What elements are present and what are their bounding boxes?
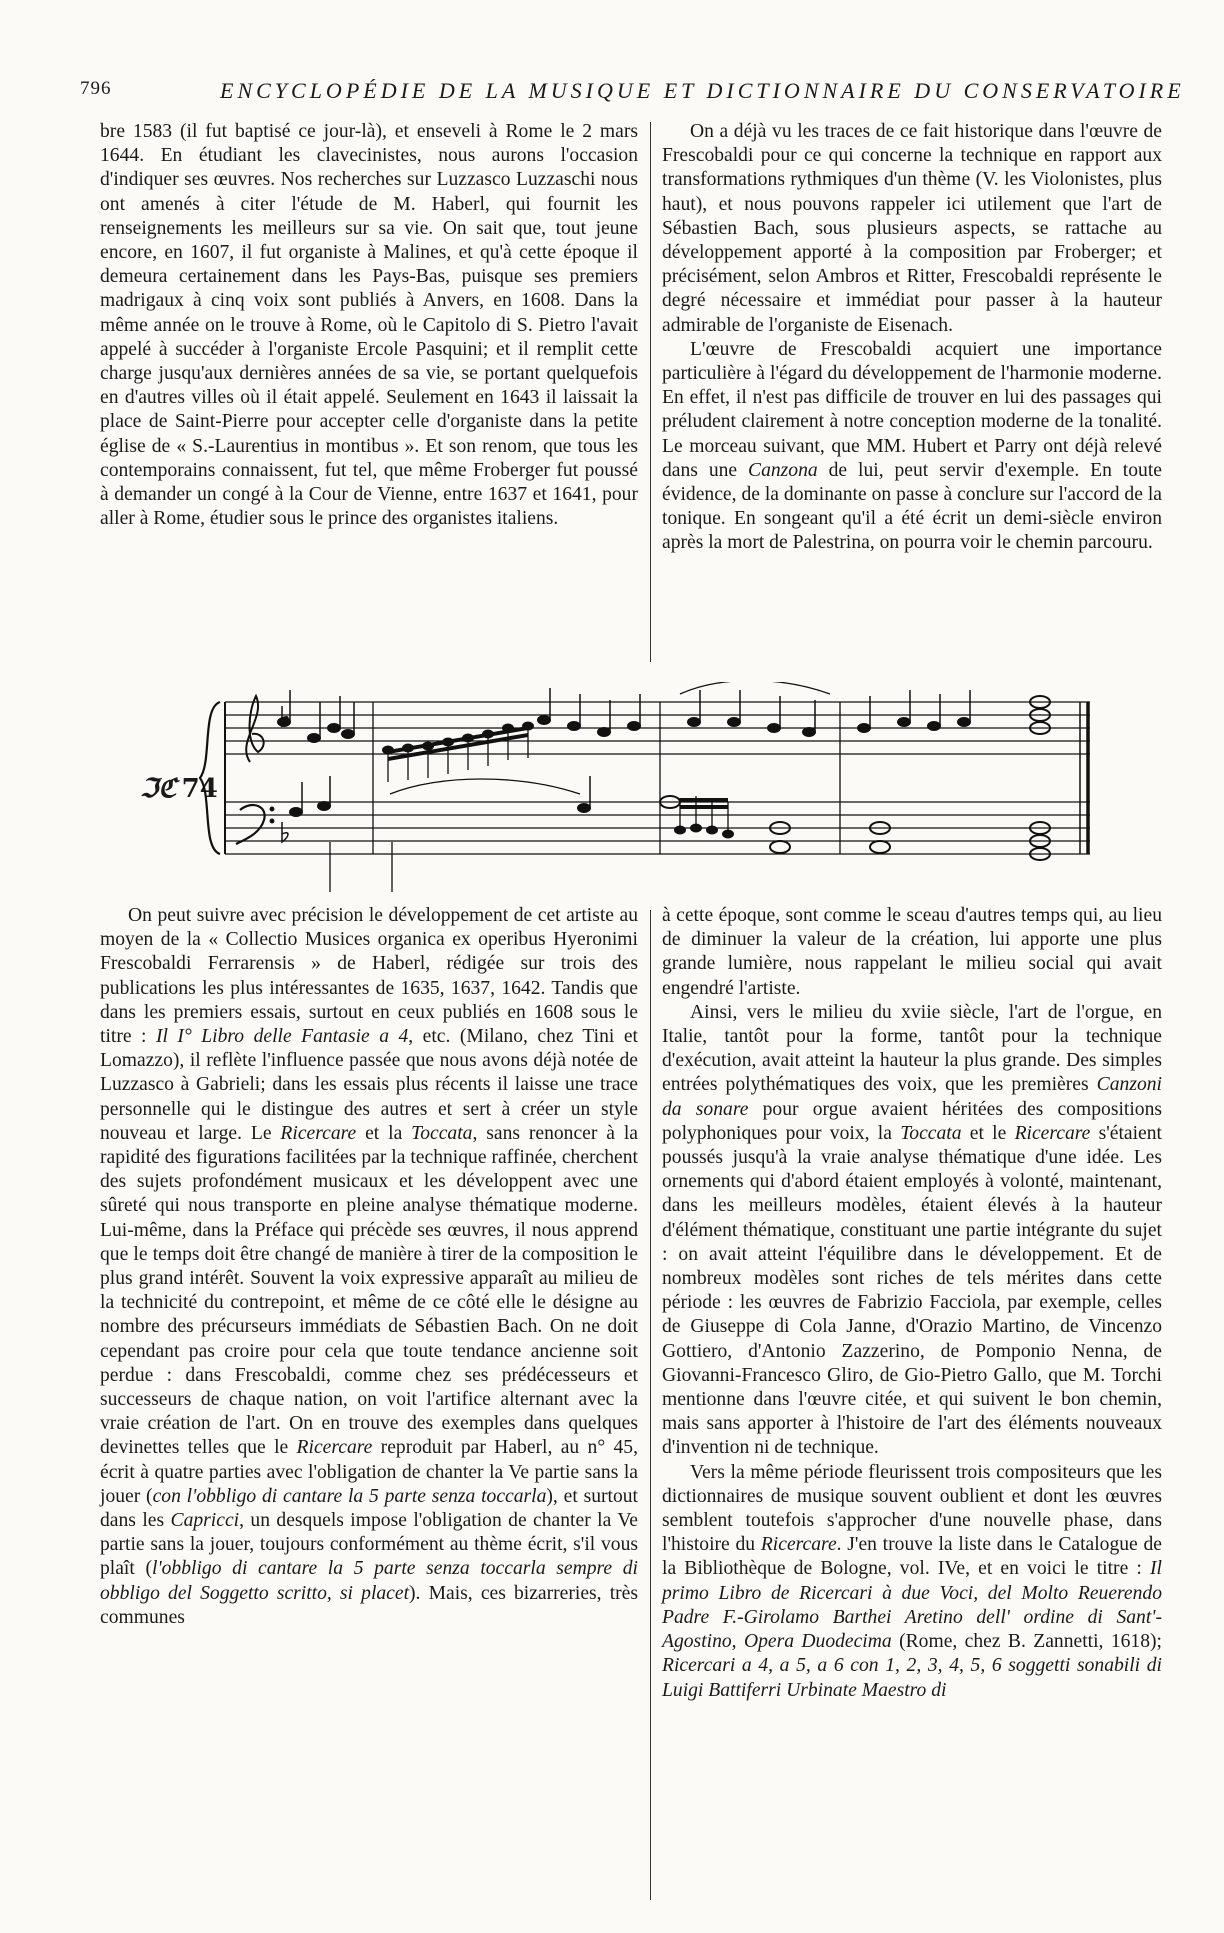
column-top-left bbox=[100, 120, 638, 531]
column-bottom-right bbox=[662, 904, 1162, 1703]
paragraph: Vers la même période fleurissent trois compositeurs que les dictionnaires de musique souvent oublient et dont les œuvres semblent toutefois s'approcher d'une nouvelle phase, dans l'histoire du Ricercare. J'en trouve la liste dans le Catalogue de la Bibliothèque de Bologne, vol. IVe, et en voici le titre : Il primo Libro de Ricercari à due Voci, del Molto Reuerendo Padre F.-Girolamo Barthei Aretino dell' ordine di Sant'-Agostino, Opera Duodecima (Rome, chez B. Zannetti, 1618); Ricercari a 4, a 5, a 6 con 1, 2, 3, 4, 5, 6 soggetti sonabili di Luigi Battiferri Urbinate Maestro di bbox=[662, 1461, 1162, 1701]
column-divider bbox=[650, 910, 651, 1900]
paragraph: Ainsi, vers le milieu du xviie siècle, l'art de l'orgue, en Italie, tantôt pour la forme, tantôt pour la technique d'exécution, avait atteint la hauteur la plus grande. Des simples entrées polythématiques des voix, que les premières Canzoni da sonare pour orgue avaient héritées des compositions polyphoniques pour voix, la Toccata et le Ricercare s'étaient poussés jusqu'à la vraie analyse thématique d'une idée. Les ornements qui d'abord étaient employés à volonté, maintenant, dans les meilleurs modèles, étaient élevés à la hauteur d'élément thématique, constituant une partie intégrante du sujet : on avait atteint l'équilibre dans le développement. Et de nombreux modèles sont riches de tels mérites dans cette période : les œuvres de Fabrizio Facciola, par exemple, celles de Giuseppe di Cola Janne, d'Orazio Martino, de Vincenzo Gottiero, d'Antonio Zazzerino, de Pomponio Nenna, de Giovanni-Francesco Gliro, de Gio-Pietro Gallo, que M. Torchi mentionne dans l'œuvre citée, et qui suivent le bon chemin, mais sans apporter à l'histoire de l'art des éléments nouveaux d'invention ni de technique. bbox=[662, 1001, 1162, 1459]
paragraph: L'œuvre de Frescobaldi acquiert une importance particulière à l'égard du développement de l'harmonie moderne. En effet, il n'est pas difficile de trouver en lui des passages qui préludent clairement à notre conception moderne de la tonalité. Le morceau suivant, que MM. Hubert et Parry ont déjà relevé dans une Canzona de lui, peut servir d'exemple. En toute évidence, de la dominante on passe à conclure sur l'accord de la tonique. En songeant qu'il a été écrit un demi-siècle environ après la mort de Palestrina, on pourra voir le chemin parcouru. bbox=[662, 338, 1162, 554]
column-top-right bbox=[662, 120, 1162, 556]
paragraph: On a déjà vu les traces de ce fait historique dans l'œuvre de Frescobaldi pour ce qui concerne la technique en rapport aux transformations rythmiques d'un thème (V. les Violonistes, plus haut), et nous pouvons rappeler ici utilement que l'art de Sébastien Bach, sous plusieurs aspects, se rattache au développement apporté à la composition par Froberger; et précisément, selon Ambros et Ritter, Frescobaldi représente le degré nécessaire et immédiat pour passer à la hauteur admirable de l'organiste de Eisenach. bbox=[662, 121, 1162, 336]
paragraph: On peut suivre avec précision le développement de cet artiste au moyen de la « Collectio Musices organica ex operibus Hyeronimi Frescobaldi Ferrarensis » de Haberl, rédigée sur trois des publications les plus intéressantes de 1635, 1637, 1642. Tandis que dans les premiers essais, surtout en ceux publiés en 1608 sous le titre : Il I° Libro delle Fantasie a 4, etc. (Milano, chez Tini et Lomazzo), il reflète l'influence passée que nous avons déjà notée de Luzzasco à Gabrieli; dans les essais plus récents il laisse une trace personnelle qui le distingue des autres et sert à créer un style nouveau et large. Le Ricercare et la Toccata, sans renoncer à la rapidité des figurations facilitées par la technique raffinée, cherchent des sujets profondément musicaux et les développent avec une sûreté qui nous transporte en pleine analyse thématique moderne. Lui-même, dans la Préface qui précède ses œuvres, il nous apprend que le temps doit être changé de manière à tirer de la composition le plus grand intérêt. Souvent la voix expressive apparaît au milieu de la technicité du contrepoint, et même de ce côté elle le désigne au nombre des précurseurs immédiats de Sébastien Bach. On ne doit cependant pas croire pour cela que toute tendance ancienne soit perdue : dans Frescobaldi, comme chez ses prédécesseurs et successeurs de chaque nation, on voit l'artifice alternant avec la vraie création de l'art. On en trouve des exemples dans quelques devinettes telles que le Ricercare reproduit par Haberl, au n° 45, écrit à quatre parties avec l'obligation de chanter la Ve partie sans la jouer (con l'obbligo di cantare la 5 parte senza toccarla), et surtout dans les Capricci, un desquels impose l'obligation de chanter la Ve partie sans la jouer, toujours conformément au thème écrit, s'il vous plaît (l'obbligo di cantare la 5 parte senza toccarla sempre di obbligo del Soggetto scritto, si placet). Mais, ces bizarreries, très communes bbox=[100, 905, 639, 1628]
figure-label: ℑℭ 74 bbox=[140, 774, 218, 804]
paragraph: à cette époque, sont comme le sceau d'autres temps qui, au lieu de diminuer la valeur de la création, lui apporte une plus grande lumière, nous rappelant le milieu social qui avait engendré l'artiste. bbox=[662, 905, 1162, 999]
page-number: 796 bbox=[80, 78, 112, 99]
column-divider bbox=[650, 122, 651, 662]
paragraph: bre 1583 (il fut baptisé ce jour-là), et enseveli à Rome le 2 mars 1644. En étudiant les clavecinistes, nous aurons l'occasion d'indiquer ses œuvres. Nos recherches sur Luzzasco Luzzaschi nous ont amenés à citer l'étude de M. Haberl, qui fournit les renseignements les meilleurs sur sa vie. On sait que, tout jeune encore, en 1607, il fut organiste à Malines, et qu'à cette époque il demeura certainement dans les Pays-Bas, puisque ses premiers madrigaux à cinq voix sont publiés à Anvers, en 1608. Dans la même année on le trouve à Rome, où le Capitolo di S. Pietro l'avait appelé à succéder à l'organiste Ercole Pasquini; et il remplit cette charge jusqu'aux dernières années de sa vie, se portant quelquefois en d'autres villes où il était appelé. Seulement en 1643 il laissait la place de Saint-Pierre pour accepter celle d'organiste dans la petite église de « S.-Laurentius in montibus ». Et son renom, que tous les contemporains connaissent, fut tel, que même Froberger fut poussé à demander un congé à la Cour de Vienne, entre 1637 et 1641, pour aller à Rome, étudier sous le prince des organistes italiens. bbox=[100, 121, 638, 530]
running-title: ENCYCLOPÉDIE DE LA MUSIQUE ET DICTIONNAIRE DU CONSERVATOIRE bbox=[220, 78, 1185, 103]
music-example-figure bbox=[140, 682, 1170, 892]
page-header bbox=[80, 78, 1200, 108]
music-score bbox=[140, 682, 1170, 892]
column-bottom-left bbox=[100, 904, 638, 1630]
